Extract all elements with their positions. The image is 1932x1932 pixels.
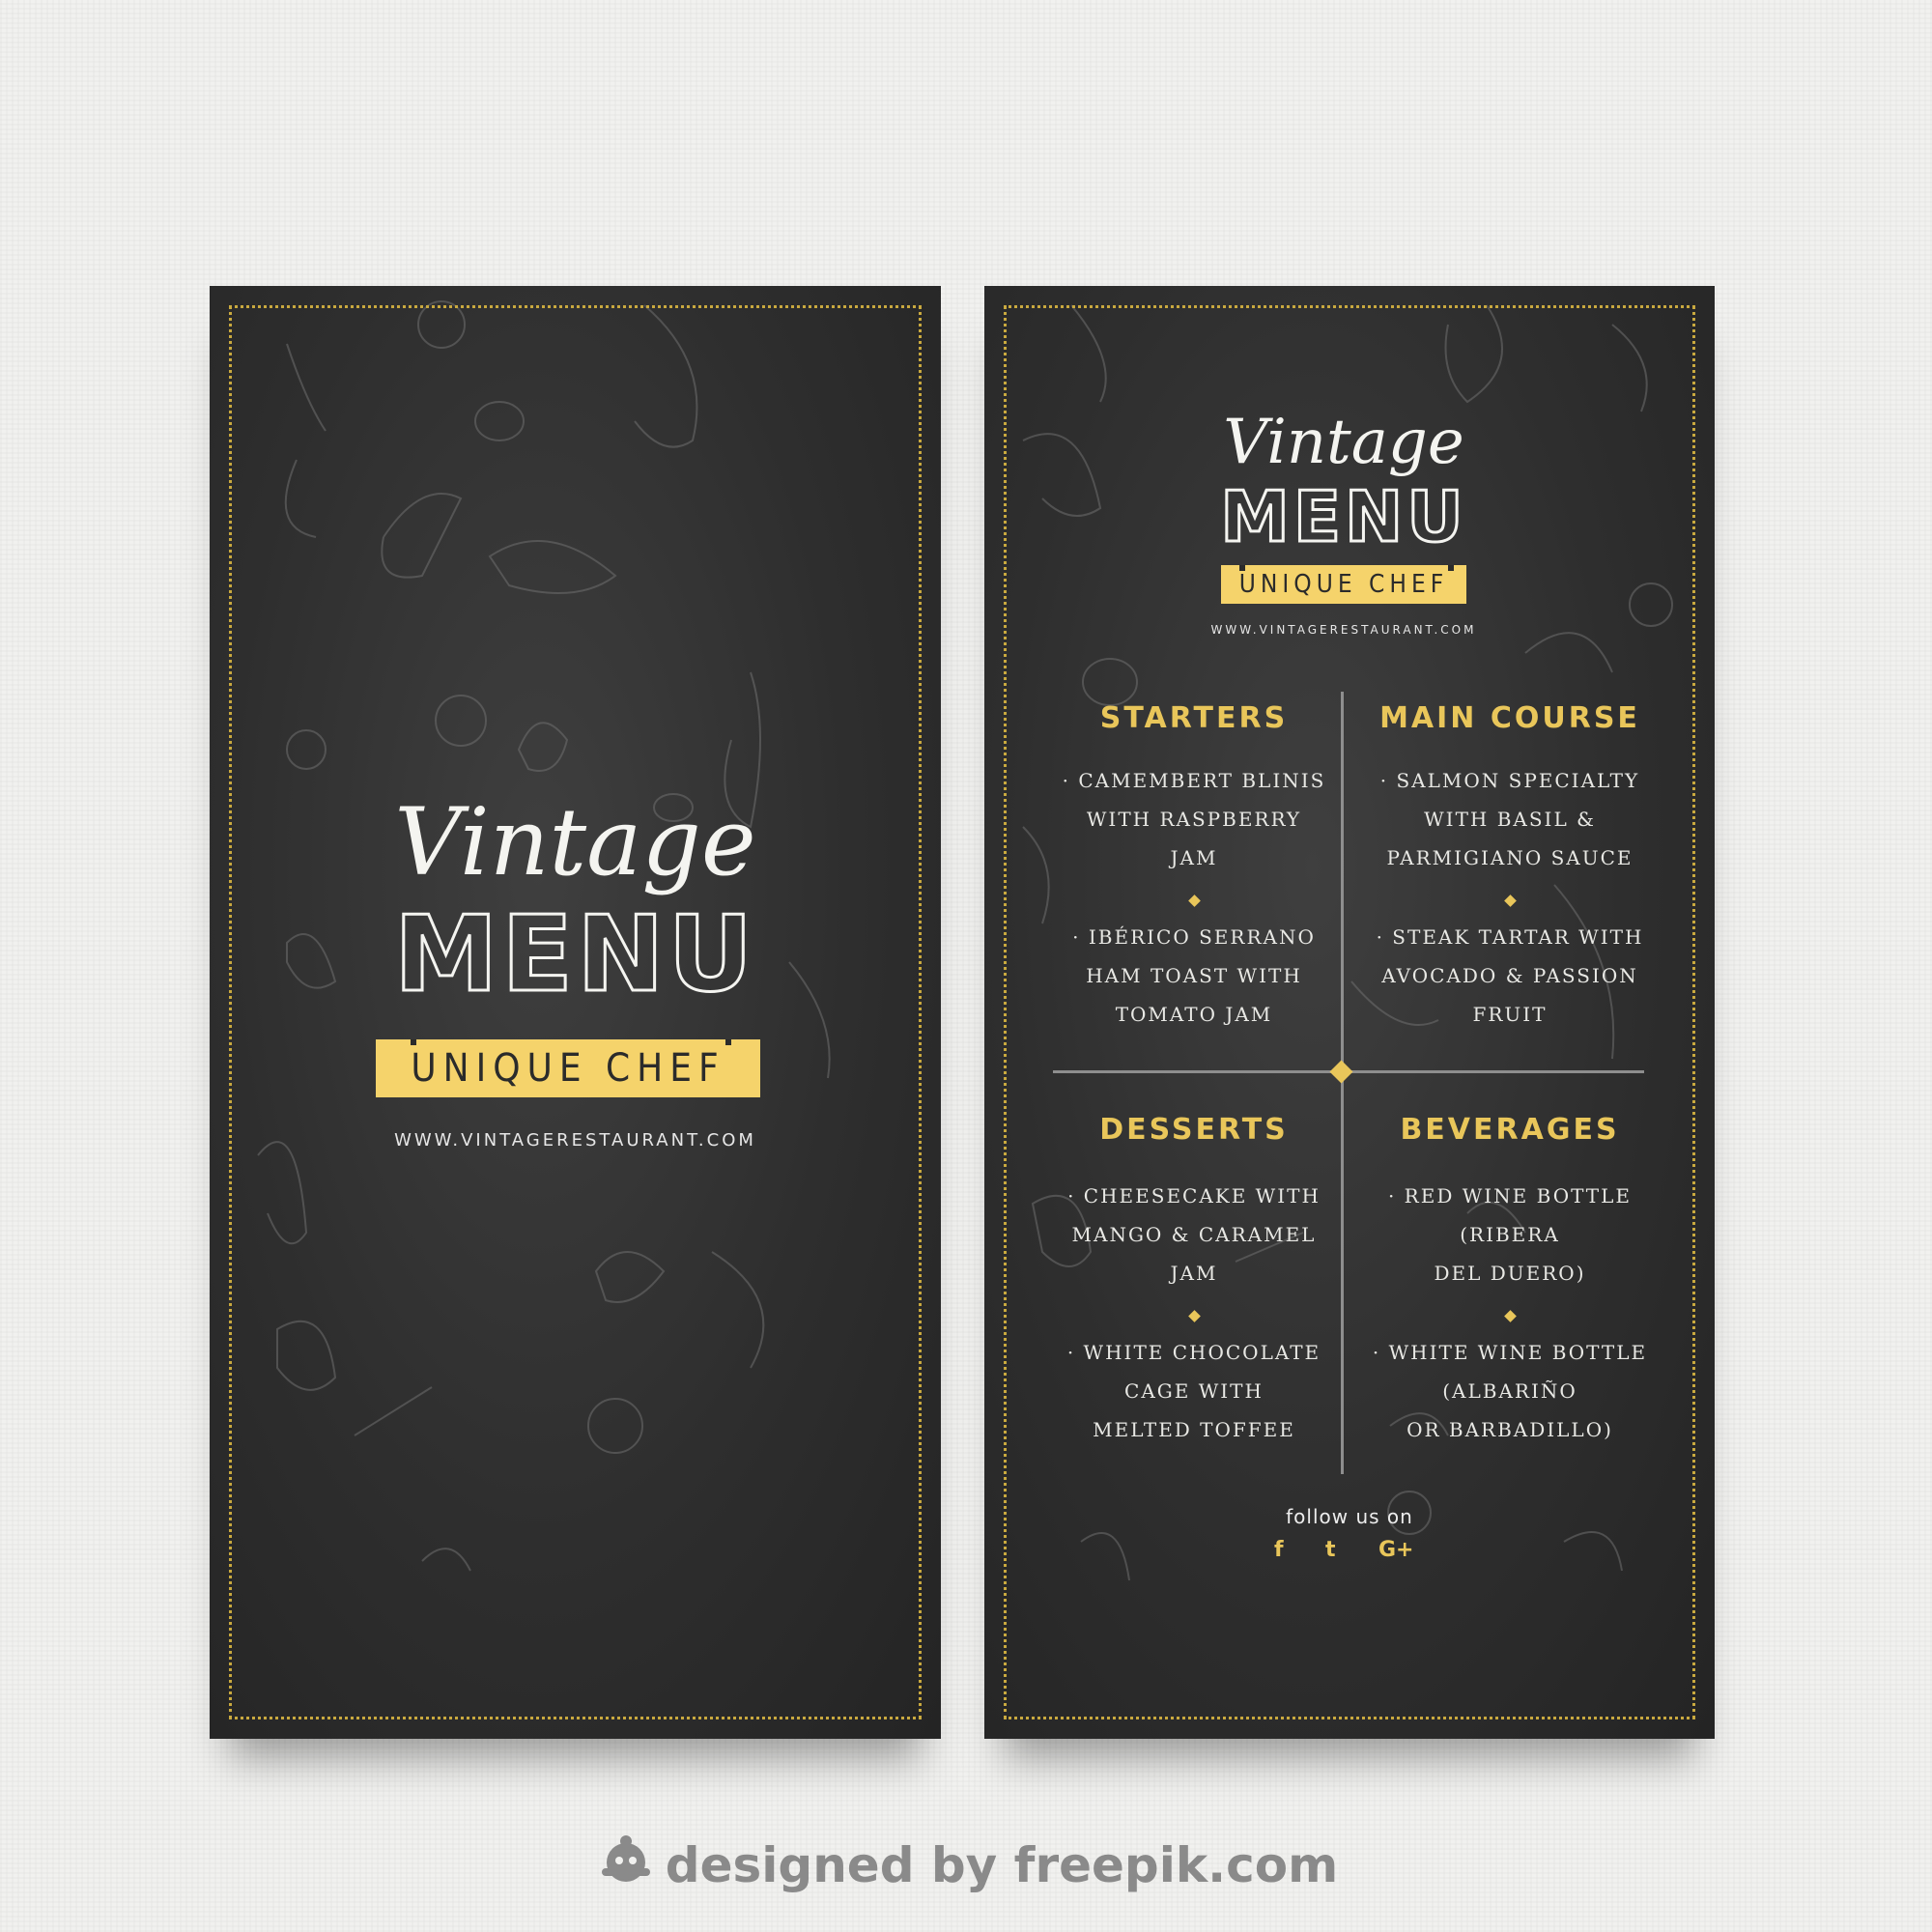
website-url: WWW.VINTAGERESTAURANT.COM (1210, 623, 1477, 637)
menu-title: MENU (1220, 476, 1467, 557)
menu-item: · CHEESECAKE WITH MANGO & CARAMEL JAM (1067, 1184, 1321, 1285)
menu-item: · WHITE CHOCOLATE CAGE WITH MELTED TOFFEE (1066, 1341, 1321, 1441)
section-title-beverages: BEVERAGES (1400, 1113, 1620, 1147)
section-title-starters: STARTERS (1099, 701, 1289, 735)
follow-us-label: follow us on (1286, 1505, 1413, 1528)
menu-content-card (984, 286, 1715, 1739)
credit-text: designed by freepik.com (665, 1837, 1339, 1893)
menu-item: · WHITE WINE BOTTLE (ALBARIÑO OR BARBADILLO) (1372, 1341, 1648, 1441)
menu-script-title: Vintage (394, 788, 756, 896)
google-plus-icon[interactable]: G+ (1378, 1538, 1414, 1562)
menu-item: · SALMON SPECIALTY WITH BASIL & PARMIGIANO SAUCE (1379, 769, 1640, 869)
menu-item: · RED WINE BOTTLE (RIBERA DEL DUERO) (1387, 1184, 1633, 1285)
menu-item: · STEAK TARTAR WITH AVOCADO & PASSION FRUIT (1376, 925, 1644, 1026)
menu-title: MENU (393, 895, 757, 1015)
freepik-credit (0, 1833, 1932, 1893)
menu-item: · IBÉRICO SERRANO HAM TOAST WITH TOMATO JAM (1072, 925, 1316, 1026)
website-url: WWW.VINTAGERESTAURANT.COM (394, 1130, 756, 1151)
section-title-desserts: DESSERTS (1099, 1113, 1289, 1147)
menu-cover-card (210, 286, 941, 1739)
twitter-icon[interactable]: t (1325, 1538, 1336, 1562)
section-title-main-course: MAIN COURSE (1379, 701, 1640, 735)
unique-chef-ribbon: UNIQUE CHEF (1221, 565, 1466, 604)
menu-item: · CAMEMBERT BLINIS WITH RASPBERRY JAM (1062, 769, 1326, 869)
freepik-logo-icon (594, 1833, 658, 1888)
menu-script-title: Vintage (1223, 407, 1464, 478)
facebook-icon[interactable]: f (1274, 1538, 1284, 1562)
unique-chef-ribbon: UNIQUE CHEF (376, 1039, 760, 1097)
